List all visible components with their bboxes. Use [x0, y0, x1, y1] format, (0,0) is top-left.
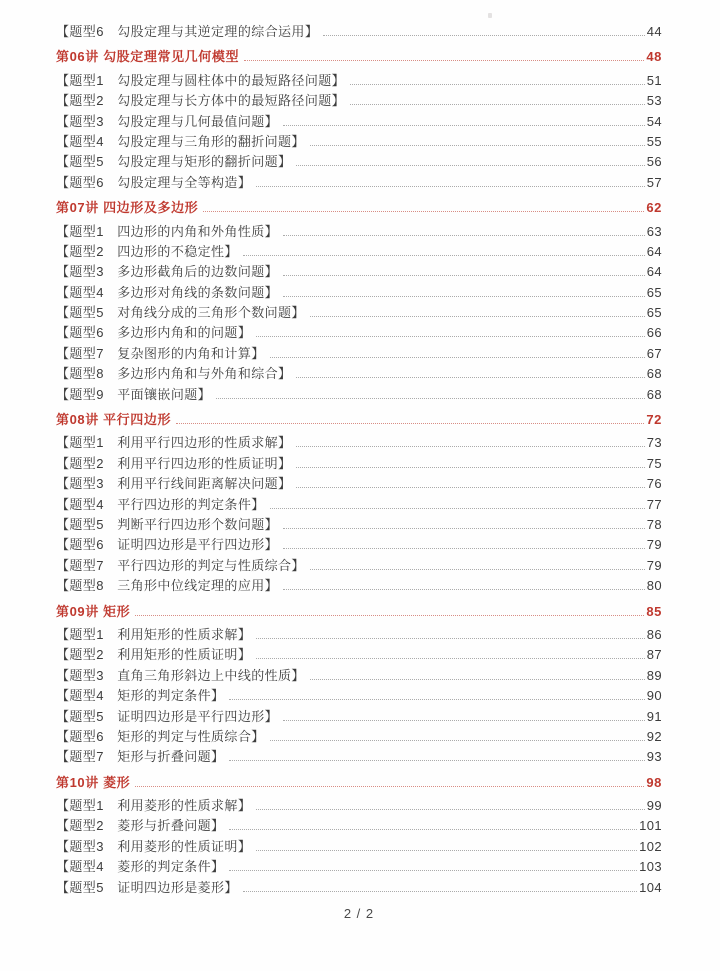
page-number: 68	[646, 366, 662, 382]
toc-entry-label: 【题型3 多边形截角后的边数问题】	[56, 264, 279, 280]
page-number: 63	[646, 223, 662, 239]
dotted-leader	[229, 758, 644, 761]
toc-entry-label: 【题型8 多边形内角和与外角和综合】	[56, 366, 292, 382]
dotted-leader	[283, 233, 645, 236]
toc-entry-row	[56, 495, 662, 515]
toc-entry-label: 【题型1 利用矩形的性质求解】	[56, 626, 252, 642]
dotted-leader	[229, 697, 644, 700]
dotted-leader	[270, 506, 645, 509]
toc-entry-label: 【题型6 勾股定理与全等构造】	[56, 174, 252, 190]
toc-entry-row	[56, 816, 662, 836]
toc-entry-label: 【题型6 勾股定理与其逆定理的综合运用】	[56, 24, 319, 39]
toc-entry-row	[56, 385, 662, 405]
dotted-leader	[350, 82, 645, 85]
dotted-leader	[296, 485, 644, 488]
toc-entry-label: 【题型1 四边形的内角和外角性质】	[56, 223, 279, 239]
page-number: 44	[646, 24, 662, 39]
page-number: 79	[646, 557, 662, 573]
dotted-leader	[310, 314, 645, 317]
toc-entry-label: 【题型8 三角形中位线定理的应用】	[56, 578, 279, 594]
page-number: 54	[646, 113, 662, 129]
dotted-leader	[310, 567, 645, 570]
toc-entry-row	[56, 283, 662, 303]
dotted-leader	[244, 58, 644, 61]
toc-entry-label: 【题型1 利用平行四边形的性质求解】	[56, 435, 292, 451]
dotted-leader	[229, 868, 637, 871]
dotted-leader	[296, 163, 644, 166]
page-number: 56	[646, 154, 662, 170]
toc-entry-row	[56, 323, 662, 343]
dotted-leader	[283, 587, 645, 590]
dotted-leader	[323, 33, 645, 36]
toc-chapter-label: 第08讲 平行四边形	[56, 412, 172, 428]
toc-entry-label: 【题型5 勾股定理与矩形的翻折问题】	[56, 154, 292, 170]
toc-entry-row	[56, 666, 662, 686]
toc-entry-row	[56, 857, 662, 877]
toc-entry-label: 【题型5 证明四边形是菱形】	[56, 879, 238, 895]
toc-entry-label: 【题型5 对角线分成的三角形个数问题】	[56, 305, 305, 321]
toc-entry-row	[56, 747, 662, 767]
toc-entry-row	[56, 837, 662, 857]
page-number: 79	[646, 537, 662, 553]
page-number: 93	[646, 749, 662, 765]
dotted-leader	[296, 444, 644, 447]
dotted-leader	[256, 656, 645, 659]
toc-entry-row	[56, 71, 662, 91]
page-number: 87	[646, 647, 662, 663]
page-number: 102	[639, 838, 662, 854]
toc-entry-label: 【题型2 利用矩形的性质证明】	[56, 647, 252, 663]
page-number: 66	[646, 325, 662, 341]
toc-entry-label: 【题型2 四边形的不稳定性】	[56, 243, 238, 259]
toc-chapter-row	[56, 47, 662, 67]
toc-entry-row	[56, 878, 662, 898]
toc-entry-row	[56, 364, 662, 384]
page-number: 103	[639, 859, 662, 875]
page-number: 86	[646, 626, 662, 642]
dotted-leader	[135, 613, 644, 616]
toc-entry-row	[56, 474, 662, 494]
toc-chapter-row	[56, 410, 662, 430]
dotted-leader	[203, 209, 644, 212]
dotted-leader	[256, 184, 645, 187]
page-number: 91	[646, 708, 662, 724]
toc-entry-label: 【题型3 直角三角形斜边上中线的性质】	[56, 667, 305, 683]
page-number: 92	[646, 728, 662, 744]
page-number: 104	[639, 879, 662, 895]
toc-chapter-label: 第10讲 菱形	[56, 774, 131, 790]
toc-entry-row	[56, 707, 662, 727]
toc-entry-row	[56, 222, 662, 242]
page-number: 77	[646, 496, 662, 512]
toc-entry-row	[56, 344, 662, 364]
dotted-leader	[216, 396, 645, 399]
toc-entry-label: 【题型3 勾股定理与几何最值问题】	[56, 113, 279, 129]
toc-entry-label: 【题型2 菱形与折叠问题】	[56, 818, 225, 834]
toc-entry-row	[56, 132, 662, 152]
toc-entry-row	[56, 515, 662, 535]
toc-entry-label: 【题型4 矩形的判定条件】	[56, 688, 225, 704]
toc-entry-label: 【题型1 勾股定理与圆柱体中的最短路径问题】	[56, 72, 346, 88]
page-number: 72	[646, 412, 662, 428]
page-number: 48	[646, 49, 662, 65]
dotted-leader	[135, 784, 644, 787]
toc-entry-label: 【题型4 勾股定理与三角形的翻折问题】	[56, 133, 305, 149]
toc-entry-row	[56, 22, 662, 42]
toc-entry-label: 【题型5 判断平行四边形个数问题】	[56, 516, 279, 532]
dotted-leader	[350, 102, 645, 105]
dotted-leader	[243, 253, 645, 256]
toc-entry-label: 【题型9 平面镶嵌问题】	[56, 386, 212, 402]
page-number: 53	[646, 93, 662, 109]
page-number: 65	[646, 305, 662, 321]
dotted-leader	[283, 273, 645, 276]
scan-artifact	[488, 13, 492, 18]
dotted-leader	[243, 889, 637, 892]
toc-entry-label: 【题型4 多边形对角线的条数问题】	[56, 284, 279, 300]
toc-entry-row	[56, 112, 662, 132]
toc-entry-label: 【题型2 勾股定理与长方体中的最短路径问题】	[56, 93, 346, 109]
page-number: 99	[646, 798, 662, 814]
page-number: 101	[639, 818, 662, 834]
dotted-leader	[256, 848, 637, 851]
page-number: 65	[646, 284, 662, 300]
dotted-leader	[283, 526, 645, 529]
page-number: 64	[646, 264, 662, 280]
toc-chapter-row	[56, 602, 662, 622]
toc-entry-label: 【题型2 利用平行四边形的性质证明】	[56, 455, 292, 471]
page-number: 73	[646, 435, 662, 451]
toc-entry-row	[56, 91, 662, 111]
toc-entry-row	[56, 242, 662, 262]
page-number: 57	[646, 174, 662, 190]
page-number: 90	[646, 688, 662, 704]
toc-chapter-label: 第07讲 四边形及多边形	[56, 200, 199, 216]
toc-entry-row	[56, 686, 662, 706]
dotted-leader	[256, 334, 645, 337]
toc-entry-label: 【题型3 利用平行线间距离解决问题】	[56, 476, 292, 492]
dotted-leader	[296, 375, 644, 378]
dotted-leader	[176, 421, 644, 424]
page-number: 67	[646, 345, 662, 361]
toc-entry-label: 【题型7 矩形与折叠问题】	[56, 749, 225, 765]
page-number-footer: 2 / 2	[343, 906, 375, 922]
toc-entry-row	[56, 727, 662, 747]
toc-entry-row	[56, 796, 662, 816]
dotted-leader	[256, 636, 645, 639]
toc-entry-label: 【题型7 平行四边形的判定与性质综合】	[56, 557, 305, 573]
page-number: 75	[646, 455, 662, 471]
toc-entry-label: 【题型6 多边形内角和的问题】	[56, 325, 252, 341]
toc-entry-label: 【题型1 利用菱形的性质求解】	[56, 798, 252, 814]
dotted-leader	[229, 827, 637, 830]
toc-entry-row	[56, 625, 662, 645]
page-number: 51	[646, 72, 662, 88]
dotted-leader	[270, 738, 645, 741]
toc-entry-row	[56, 454, 662, 474]
toc-entry-label: 【题型6 矩形的判定与性质综合】	[56, 728, 265, 744]
page-number: 68	[646, 386, 662, 402]
toc-entry-label: 【题型4 平行四边形的判定条件】	[56, 496, 265, 512]
page-number: 89	[646, 667, 662, 683]
toc-chapter-label: 第09讲 矩形	[56, 603, 131, 619]
toc-entry-row	[56, 173, 662, 193]
dotted-leader	[310, 677, 645, 680]
page-number: 80	[646, 578, 662, 594]
toc-entry-label: 【题型3 利用菱形的性质证明】	[56, 838, 252, 854]
dotted-leader	[283, 718, 645, 721]
dotted-leader	[283, 123, 645, 126]
page-number: 64	[646, 243, 662, 259]
dotted-leader	[296, 465, 644, 468]
page-number: 62	[646, 200, 662, 216]
dotted-leader	[270, 355, 645, 358]
page-number: 85	[646, 603, 662, 619]
toc-chapter-label: 第06讲 勾股定理常见几何模型	[56, 49, 240, 65]
dotted-leader	[256, 807, 645, 810]
toc-entry-row	[56, 645, 662, 665]
toc-entry-row	[56, 152, 662, 172]
toc-entry-row	[56, 535, 662, 555]
toc-entry-row	[56, 556, 662, 576]
toc-entry-row	[56, 576, 662, 596]
toc-entry-row	[56, 262, 662, 282]
toc-chapter-row	[56, 773, 662, 793]
page-number: 98	[646, 774, 662, 790]
dotted-leader	[310, 143, 645, 146]
page-number: 78	[646, 516, 662, 532]
toc-chapter-row	[56, 198, 662, 218]
toc-entry-label: 【题型5 证明四边形是平行四边形】	[56, 708, 279, 724]
page-number: 76	[646, 476, 662, 492]
toc-entry-label: 【题型4 菱形的判定条件】	[56, 859, 225, 875]
toc-list	[56, 22, 662, 898]
toc-entry-label: 【题型6 证明四边形是平行四边形】	[56, 537, 279, 553]
toc-entry-row	[56, 303, 662, 323]
page-number: 55	[646, 133, 662, 149]
toc-entry-label: 【题型7 复杂图形的内角和计算】	[56, 345, 265, 361]
dotted-leader	[283, 294, 645, 297]
dotted-leader	[283, 546, 645, 549]
toc-entry-row	[56, 433, 662, 453]
